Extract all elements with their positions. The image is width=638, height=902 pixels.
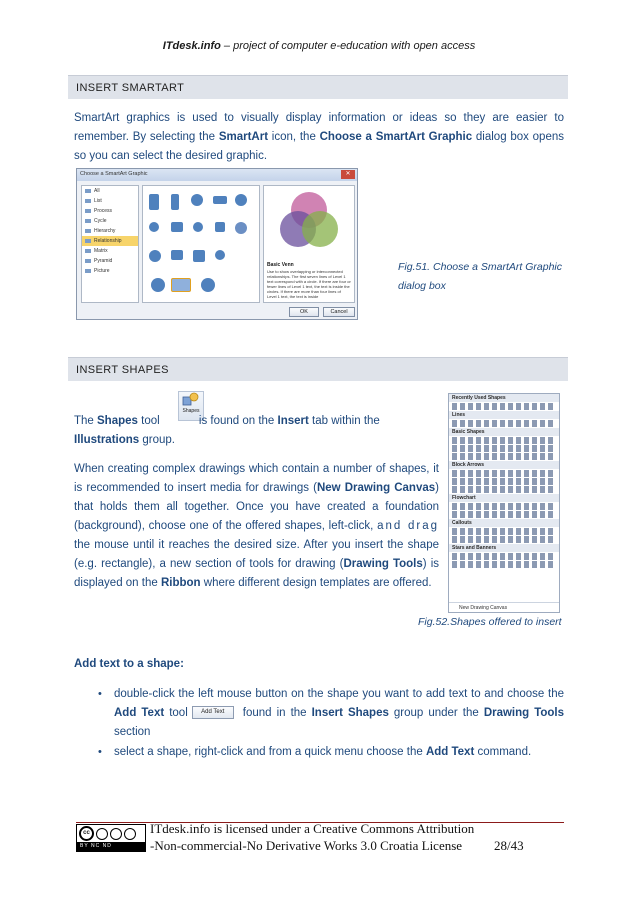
ok-button[interactable]: OK bbox=[289, 307, 319, 317]
bold-add-text: Add Text bbox=[114, 707, 165, 719]
section-heading-shapes: INSERT SHAPES bbox=[68, 357, 568, 381]
preview-description: Use to show overlapping or interconnected relationships. The first seven lines of Level 1 text correspond with a circle. If there are four or fewer lines of Level 1 text, the text is inside the circles. If there are more than four lines of Level 1 text, the text is inside bbox=[267, 269, 351, 299]
text-run: tool bbox=[137, 415, 160, 427]
text-run: icon, the bbox=[268, 131, 320, 143]
new-drawing-canvas-item: New Drawing Canvas bbox=[449, 602, 559, 612]
text-run: found in the bbox=[237, 707, 312, 719]
thumbnail-icon bbox=[149, 250, 161, 262]
category-item: Hierarchy bbox=[82, 226, 138, 236]
shape-row bbox=[452, 437, 556, 444]
thumbnail-icon bbox=[235, 222, 247, 234]
thumbnail-icon bbox=[215, 222, 225, 232]
text-run: where different design templates are offered. bbox=[200, 577, 432, 589]
shape-row bbox=[452, 453, 556, 460]
bold-dialog-name: Choose a SmartArt Graphic bbox=[319, 131, 473, 143]
bold-shapes: Shapes bbox=[97, 415, 138, 427]
thumbnail-icon bbox=[171, 194, 179, 210]
license-line-1: ITdesk.info is licensed under a Creative Commons Attribution bbox=[150, 821, 475, 836]
shapes-tool-paragraph bbox=[74, 412, 439, 450]
gallery-section-header: Flowchart bbox=[449, 494, 559, 502]
shape-row bbox=[452, 486, 556, 493]
bullet-icon: • bbox=[98, 688, 102, 700]
preview-pane bbox=[263, 185, 355, 303]
thumbnail-icon bbox=[193, 250, 205, 262]
shape-row bbox=[452, 420, 556, 427]
add-text-button-image: Add Text bbox=[192, 706, 234, 719]
bold-ribbon: Ribbon bbox=[160, 577, 201, 589]
text-run: command. bbox=[474, 746, 532, 758]
bullet-item-2 bbox=[114, 743, 564, 762]
smartart-dialog-image bbox=[76, 168, 358, 320]
gallery-section-header: Basic Shapes bbox=[449, 428, 559, 436]
text-run: tool bbox=[164, 707, 188, 719]
bold-new-drawing-canvas: New Drawing Canvas bbox=[316, 482, 436, 494]
text-run: ) that holds them all together. Once you have created a foundation (background), choose one of the offered shapes, left-click, bbox=[74, 482, 439, 532]
figure-51-caption bbox=[398, 258, 562, 296]
thumbnail-icon bbox=[215, 250, 225, 260]
text-run: The bbox=[74, 415, 98, 427]
text-run: is found on the bbox=[195, 415, 278, 427]
cc-logo-top bbox=[77, 825, 145, 842]
venn-preview-image bbox=[264, 186, 354, 256]
shape-row bbox=[452, 511, 556, 518]
thumbnail-icon bbox=[235, 194, 247, 206]
cc-icon: cc bbox=[79, 826, 94, 841]
by-icon bbox=[96, 828, 108, 840]
nd-icon bbox=[124, 828, 136, 840]
category-list bbox=[81, 185, 139, 303]
text-run: ) is displayed on the bbox=[74, 558, 440, 589]
caption-line: dialog box bbox=[398, 280, 446, 292]
bullet-item-1 bbox=[114, 685, 564, 742]
figure-52-caption: Fig.52.Shapes offered to insert bbox=[418, 616, 562, 628]
text-run: dialog box opens so you can select the desired graphic. bbox=[74, 131, 564, 162]
thumbnail-icon bbox=[149, 222, 159, 232]
thumbnail-icon bbox=[201, 278, 215, 292]
bold-insert: Insert bbox=[277, 415, 309, 427]
close-icon: ✕ bbox=[341, 170, 355, 179]
shape-row bbox=[452, 561, 556, 568]
dialog-title-bar bbox=[77, 169, 357, 181]
thumbnail-icon bbox=[193, 222, 203, 232]
shape-row bbox=[452, 553, 556, 560]
category-item: Cycle bbox=[82, 216, 138, 226]
smartart-paragraph bbox=[74, 109, 564, 166]
category-item: List bbox=[82, 196, 138, 206]
thumbnail-icon bbox=[171, 222, 183, 232]
text-run: the mouse until it reaches the desired size. After you insert the shape (e.g. rectangle), a new section of tools for drawing ( bbox=[74, 539, 439, 570]
bold-insert-shapes: Insert Shapes bbox=[311, 707, 389, 719]
category-item-selected: Relationship bbox=[82, 236, 138, 246]
graphic-thumbnail-grid bbox=[142, 185, 260, 303]
category-item: Matrix bbox=[82, 246, 138, 256]
shapes-gallery-image bbox=[448, 393, 560, 613]
creative-commons-logo bbox=[76, 824, 146, 852]
shape-row bbox=[452, 478, 556, 485]
bold-drawing-tools: Drawing Tools bbox=[343, 558, 423, 570]
gallery-section-header: Lines bbox=[449, 411, 559, 419]
shape-row bbox=[452, 403, 556, 410]
addtext-heading-text: Add text to a shape: bbox=[74, 658, 184, 670]
category-item: Picture bbox=[82, 266, 138, 276]
text-run: When creating complex drawings which contain a number of shapes, it is recommended to insert media for drawings ( bbox=[74, 463, 439, 494]
bold-illustrations: Illustrations bbox=[74, 434, 140, 446]
gallery-section-header: Stars and Banners bbox=[449, 544, 559, 552]
thumbnail-icon bbox=[149, 194, 159, 210]
shapes-paragraph bbox=[74, 460, 439, 593]
shape-row bbox=[452, 528, 556, 535]
text-run: group. bbox=[139, 434, 175, 446]
dialog-title: Choose a SmartArt Graphic bbox=[80, 171, 148, 177]
cc-logo-text: BY NC ND bbox=[77, 842, 145, 851]
text-run: double-click the left mouse button on the shape you want to add text to and choose the bbox=[114, 688, 564, 700]
text-run: select a shape, right-click and from a quick menu choose the bbox=[114, 746, 426, 758]
page-header bbox=[0, 40, 638, 52]
text-run: group under the bbox=[388, 707, 484, 719]
page-number: 28/43 bbox=[494, 838, 524, 853]
thumbnail-icon bbox=[171, 250, 183, 260]
category-item: Process bbox=[82, 206, 138, 216]
thumbnail-icon bbox=[191, 194, 203, 206]
shape-row bbox=[452, 470, 556, 477]
header-rest: – project of computer e-education with open access bbox=[220, 40, 476, 52]
shape-row bbox=[452, 536, 556, 543]
category-item: Pyramid bbox=[82, 256, 138, 266]
caption-line: Fig.51. Choose a SmartArt Graphic bbox=[398, 261, 562, 273]
preview-title: Basic Venn bbox=[267, 262, 294, 268]
bullet-icon: • bbox=[98, 746, 102, 758]
shape-row bbox=[452, 503, 556, 510]
gallery-section-header: Callouts bbox=[449, 519, 559, 527]
thumbnail-icon bbox=[213, 196, 227, 204]
thumbnail-icon bbox=[151, 278, 165, 292]
nc-icon bbox=[110, 828, 122, 840]
text-run: tab within the bbox=[308, 415, 380, 427]
shape-row bbox=[452, 445, 556, 452]
text-run: section bbox=[114, 726, 151, 738]
bold-drawing-tools: Drawing Tools bbox=[483, 707, 565, 719]
license-line-2: -Non-commercial-No Derivative Works 3.0 Croatia License bbox=[150, 838, 463, 853]
shapes-icon bbox=[182, 392, 200, 406]
shapes-icon-label: Shapes bbox=[182, 408, 200, 414]
category-item: All bbox=[82, 186, 138, 196]
gallery-section-header: Block Arrows bbox=[449, 461, 559, 469]
section-heading-smartart: INSERT SMARTART bbox=[68, 75, 568, 99]
text-run-spaced: and drag bbox=[377, 520, 439, 532]
gallery-section-header: Recently Used Shapes bbox=[449, 394, 559, 402]
bold-smartart: SmartArt bbox=[218, 131, 269, 143]
text-run: SmartArt graphics is used to visually display information or ideas so they are easier to remember. By selecting the bbox=[74, 112, 564, 143]
thumbnail-icon-selected bbox=[171, 278, 191, 292]
cancel-button[interactable]: Cancel bbox=[323, 307, 355, 317]
bold-add-text: Add Text bbox=[425, 746, 475, 758]
header-site: ITdesk.info bbox=[162, 40, 221, 52]
addtext-heading bbox=[74, 655, 564, 674]
